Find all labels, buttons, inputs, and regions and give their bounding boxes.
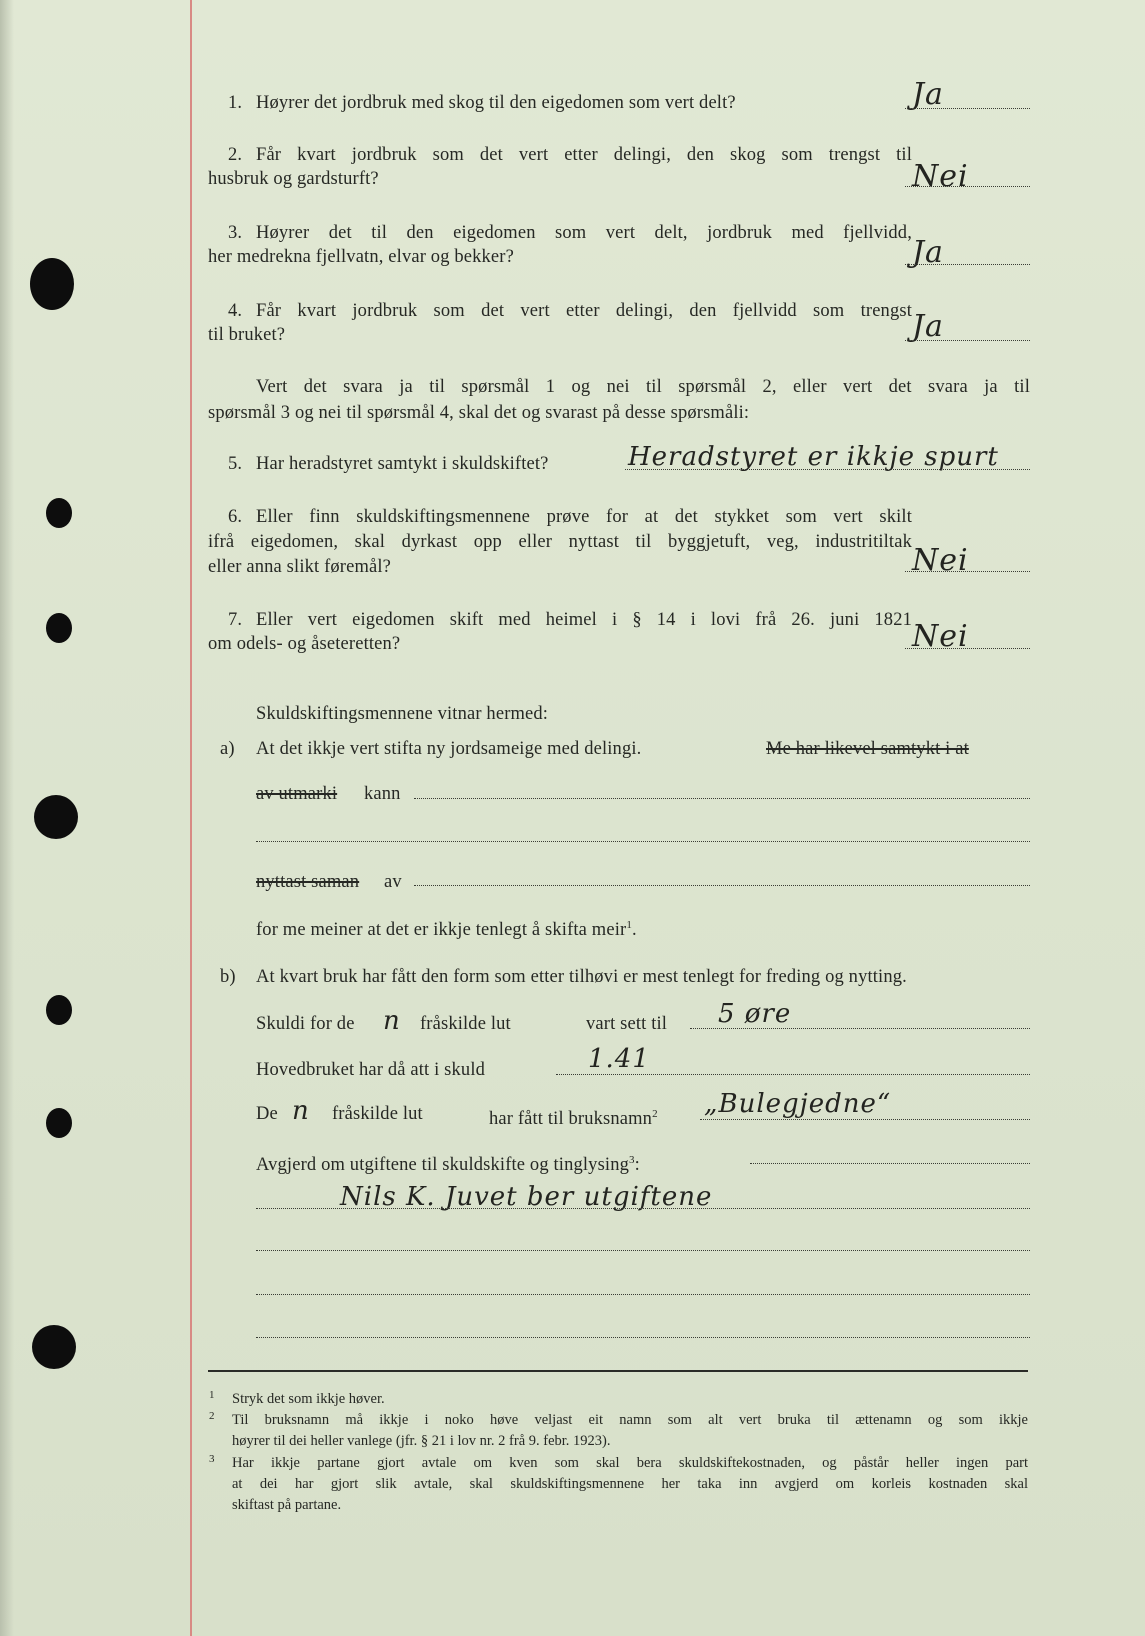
- punch-hole: [30, 258, 74, 310]
- question-3-number: 3.: [228, 223, 243, 243]
- item-a-text: At det ikkje vert stifta ny jordsameige med delingi.: [256, 739, 642, 759]
- item-b-text: At kvart bruk har fått den form som etter tilhøvi er mest tenlegt for freding og nytting.: [256, 967, 907, 987]
- fill-line: [414, 885, 1030, 886]
- punch-hole: [32, 1325, 76, 1369]
- footnote-1-line1: Stryk det som ikkje høver.: [232, 1391, 385, 1407]
- bruksnamn-value: „Bulegjedne“: [704, 1089, 892, 1119]
- punch-hole: [46, 995, 72, 1025]
- fill-line: [556, 1074, 1030, 1075]
- footnote-3-number: 3: [209, 1453, 215, 1465]
- avgjerd-colon: :: [634, 1155, 640, 1176]
- question-7-answer: Nei: [912, 619, 969, 654]
- question-1-text: Høyrer det jordbruk med skog til den eigedomen som vert delt?: [256, 93, 736, 113]
- red-margin-line: [190, 0, 192, 1636]
- item-a4-sentence: for me meiner at det er ikkje tenlegt å skifta meir: [256, 920, 627, 941]
- fill-line: [256, 1294, 1030, 1295]
- note-line2: spørsmål 3 og nei til spørsmål 4, skal det og svarast på desse spørsmåli:: [208, 403, 750, 423]
- item-a2-rest: kann: [364, 784, 401, 804]
- question-7-line1: Eller vert eigedomen skift med heimel i § 14 i lovi frå 26. juni 1821: [256, 610, 912, 630]
- avgjerd-text: Avgjerd om utgiftene til skuldskifte og tinglysing: [256, 1155, 630, 1176]
- de-label: De: [256, 1104, 278, 1124]
- skuld-value: 5 øre: [718, 999, 792, 1029]
- fill-line: [690, 1028, 1030, 1029]
- hovedbruket-value: 1.41: [588, 1044, 650, 1074]
- footnote-2-number: 2: [209, 1410, 215, 1422]
- item-b-label: b): [220, 967, 236, 987]
- question-2-answer: Nei: [912, 159, 969, 194]
- footnote-ref: 2: [652, 1108, 658, 1120]
- question-7-number: 7.: [228, 610, 243, 630]
- fill-line: [414, 798, 1030, 799]
- fill-line: [256, 841, 1030, 842]
- fill-line: [256, 1250, 1030, 1251]
- answer-line: [905, 571, 1030, 572]
- question-2-line1: Får kvart jordbruk som det vert etter delingi, den skog som trengst til: [256, 145, 912, 165]
- item-a2-struck-text: av utmarki: [256, 784, 338, 804]
- bruksnamn-label: har fått til bruksnamn: [489, 1109, 653, 1130]
- punch-hole: [34, 795, 78, 839]
- answer-line: [905, 264, 1030, 265]
- footnote-2-line2: høyrer til dei heller vanlege (jfr. § 21 i lov nr. 2 frå 9. febr. 1923).: [232, 1433, 611, 1449]
- question-1-number: 1.: [228, 93, 243, 113]
- de-mark: n: [292, 1096, 310, 1126]
- question-6-line3: eller anna slikt føremål?: [208, 557, 392, 577]
- avgjerd-value: Nils K. Juvet ber utgiftene: [340, 1182, 713, 1212]
- question-4-answer: Ja: [912, 309, 944, 344]
- skuld-mark: n: [383, 1006, 401, 1036]
- hovedbruket-label: Hovedbruket har då att i skuld: [256, 1060, 486, 1080]
- question-6-line2: ifrå eigedomen, skal dyrkast opp eller nyttast til byggjetuft, veg, industritiltak: [208, 532, 912, 552]
- note-line1: Vert det svara ja til spørsmål 1 og nei til spørsmål 2, eller vert det svara ja til: [256, 377, 1030, 397]
- question-6-answer: Nei: [912, 543, 969, 578]
- question-7-line2: om odels- og åseteretten?: [208, 634, 401, 654]
- question-2-number: 2.: [228, 145, 243, 165]
- fill-line: [256, 1208, 1030, 1209]
- question-6-line1: Eller finn skuldskiftingsmennene prøve for at det stykket som vert skilt: [256, 507, 912, 527]
- fill-line: [700, 1119, 1030, 1120]
- footnote-3-line2: at dei har gjort slik avtale, skal skuldskiftingsmennene her taka inn avgjerd om korleis kostnaden skal: [232, 1476, 1028, 1492]
- answer-line: [905, 340, 1030, 341]
- avgjerd-label: [256, 1149, 640, 1176]
- punch-hole: [46, 613, 72, 643]
- question-1-answer: Ja: [912, 77, 944, 112]
- question-3-line2: her medrekna fjellvatn, elvar og bekker?: [208, 247, 514, 267]
- footnote-ref: 1: [626, 919, 632, 931]
- skuld-label-a: Skuldi for de: [256, 1014, 355, 1034]
- item-a-label: a): [220, 739, 235, 759]
- answer-line: [905, 186, 1030, 187]
- item-a-struck-text: Me har likevel samtykt i at: [766, 739, 969, 759]
- answer-line: [905, 648, 1030, 649]
- footnote-2-line1: Til bruksnamn må ikkje i noko høve veljast eit namn som alt vert bruka til ættenamn og som ikkje: [232, 1412, 1028, 1428]
- question-4-line2: til bruket?: [208, 325, 286, 345]
- de-label-b: fråskilde lut: [332, 1104, 423, 1124]
- question-5-text: Har heradstyret samtykt i skuldskiftet?: [256, 454, 549, 474]
- answer-line: [625, 469, 1030, 470]
- item-a3-rest: av: [384, 872, 402, 892]
- question-5-answer: Heradstyret er ikkje spurt: [628, 442, 999, 472]
- item-a3-struck-text: nyttast saman: [256, 872, 360, 892]
- punch-hole: [46, 498, 72, 528]
- question-2-line2: husbruk og gardsturft?: [208, 169, 379, 189]
- witness-heading: Skuldskiftingsmennene vitnar hermed:: [256, 704, 549, 724]
- question-6-number: 6.: [228, 507, 243, 527]
- footnote-separator: [208, 1370, 1028, 1372]
- page-edge-shadow: [0, 0, 14, 1636]
- question-3-line1: Høyrer det til den eigedomen som vert delt, jordbruk med fjellvidd,: [256, 223, 912, 243]
- question-5-number: 5.: [228, 454, 243, 474]
- footnote-ref: 3: [629, 1154, 635, 1166]
- footnote-3-line3: skiftast på partane.: [232, 1497, 342, 1513]
- fill-line: [256, 1337, 1030, 1338]
- skuld-label-c: vart sett til: [586, 1014, 668, 1034]
- question-4-number: 4.: [228, 301, 243, 321]
- answer-line: [905, 108, 1030, 109]
- item-a4-text: for me meiner at det er ikkje tenlegt å skifta meir$^1$.: [256, 919, 637, 941]
- de-label-c: [489, 1103, 658, 1130]
- question-4-line1: Får kvart jordbruk som det vert etter delingi, den fjellvidd som trengst: [256, 301, 912, 321]
- fill-line: [750, 1163, 1030, 1164]
- footnote-3-line1: Har ikkje partane gjort avtale om kven som skal bera skuldskiftekostnaden, og påstår heller ingen part: [232, 1455, 1028, 1471]
- footnote-1-number: 1: [209, 1389, 215, 1401]
- question-3-answer: Ja: [912, 235, 944, 270]
- punch-hole: [46, 1108, 72, 1138]
- skuld-label-b: fråskilde lut: [420, 1014, 511, 1034]
